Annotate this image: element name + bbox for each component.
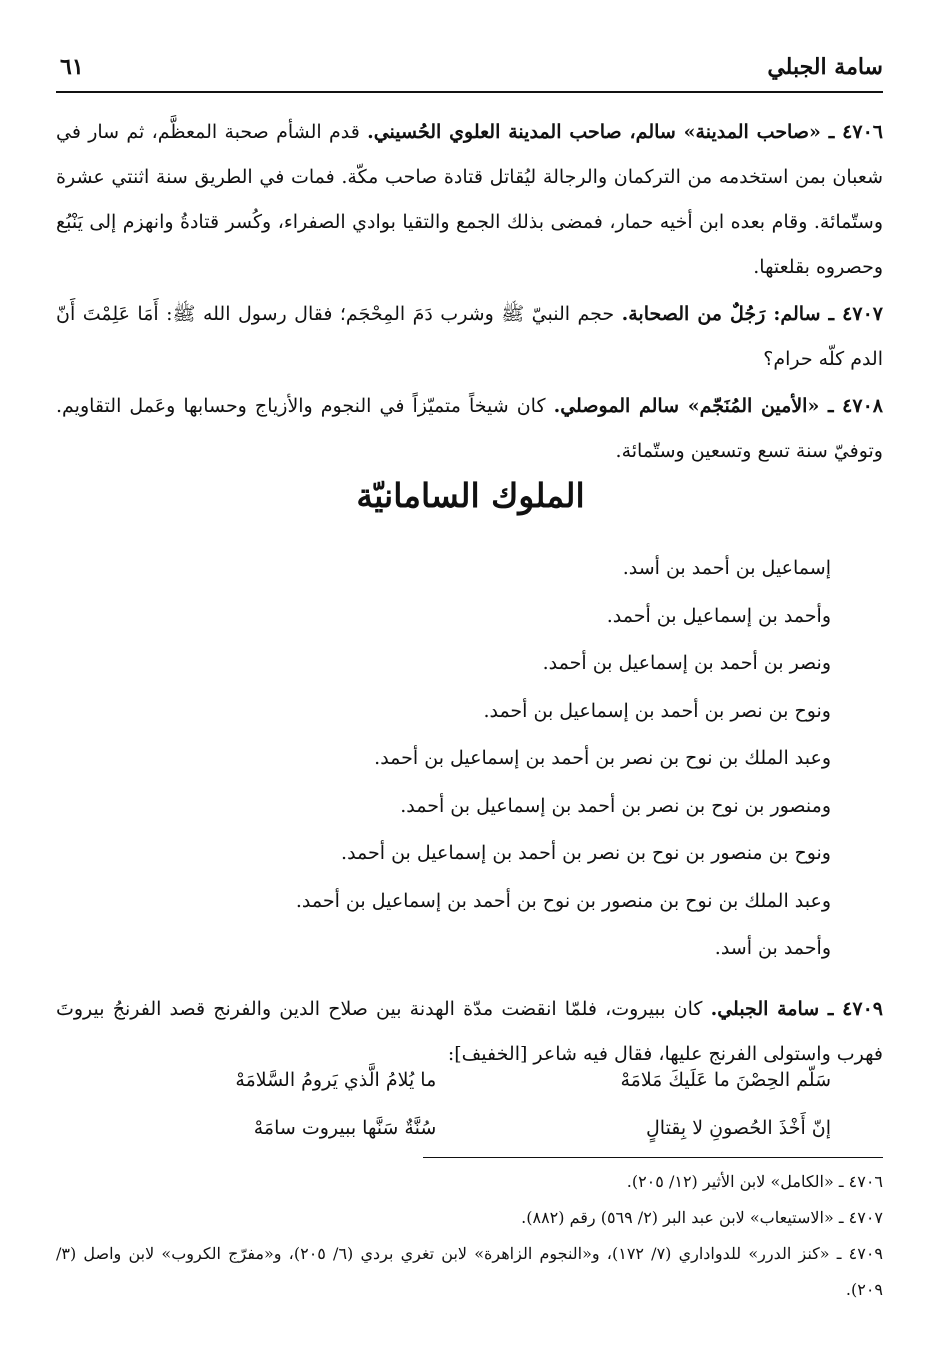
entry-text: حجم النبيّ ﷺ وشرب دَمَ المِحْجَم؛ فقال رسول الله ﷺ: أَمَا عَلِمْتَ أَنّ الدم كلّه حرام؟	[56, 303, 883, 370]
verse-first-hemistich: إنّ أَخْذَ الحُصونِ لا بِقتالٍ	[645, 1117, 831, 1139]
entry-text: كان ببيروت، فلمّا انقضت مدّة الهدنة بين صلاح الدين والفرنج قصد الفرنجُ بيروتَ فهرب واستولى الفرنج عليها، فقال فيه شاعر [الخفيف]:	[56, 998, 883, 1065]
footnote: ٤٧٠٩ ـ «كنز الدرر» للدواداري (٧/ ١٧٢)، و«النجوم الزاهرة» لابن تغري بردي (٦/ ٢٠٥)، و«مفرّج الكروب» لابن واصل (٣/ ٢٠٩).	[56, 1244, 883, 1299]
running-header	[56, 52, 883, 88]
entry-heading: ٤٧٠٩ ـ سامة الجبلي.	[710, 998, 883, 1020]
poem	[100, 1056, 831, 1152]
footnotes	[56, 1164, 883, 1308]
lineage-item: ونصر بن أحمد بن إسماعيل بن أحمد.	[542, 652, 831, 674]
poem-verse	[100, 1104, 831, 1152]
entries-block	[56, 110, 883, 476]
lineage-item: وعبد الملك بن نوح بن نصر بن أحمد بن إسماعيل بن أحمد.	[374, 747, 831, 769]
entry-4706	[56, 110, 883, 290]
lineage-list	[56, 545, 831, 973]
entry-4707	[56, 292, 883, 382]
poem-verse	[100, 1056, 831, 1104]
footnote-divider	[423, 1157, 883, 1158]
footnote: ٤٧٠٧ ـ «الاستيعاب» لابن عبد البر (٢/ ٥٦٩) رقم (٨٨٢).	[521, 1208, 883, 1227]
header-divider	[56, 91, 883, 93]
entry-4708	[56, 384, 883, 474]
entry-text: كان شيخاً متميّزاً في النجوم والأزياج وحسابها وعَمل التقاويم. وتوفيّ سنة تسع وتسعين وستّمائة.	[56, 395, 883, 462]
lineage-item: وعبد الملك بن نوح بن منصور بن نوح بن أحمد بن إسماعيل بن أحمد.	[295, 889, 831, 912]
lineage-item: وأحمد بن إسماعيل بن أحمد.	[606, 604, 831, 627]
lineage-item: ونوح بن منصور بن نوح بن نصر بن أحمد بن إسماعيل بن أحمد.	[341, 842, 831, 864]
verse-second-hemistich: سُنَّةٌ سَنَّها ببيروت سامَهْ	[253, 1117, 437, 1139]
verse-second-hemistich: ما يُلامُ الَّذي يَرومُ السَّلامَهْ	[235, 1069, 437, 1091]
footnote: ٤٧٠٦ ـ «الكامل» لابن الأثير (١٢/ ٢٠٥).	[626, 1172, 883, 1191]
lineage-item: إسماعيل بن أحمد بن أسد.	[622, 557, 831, 579]
entry-heading: ٤٧٠٨ ـ «الأمين المُنَجّم» سالم الموصلي.	[553, 395, 883, 417]
lineage-item: ونوح بن نصر بن أحمد بن إسماعيل بن أحمد.	[483, 699, 831, 722]
running-title: سامة الجبلي	[767, 54, 883, 80]
entry-heading: ٤٧٠٦ ـ «صاحب المدينة» سالم، صاحب المدينة العلوي الحُسيني.	[367, 121, 883, 143]
lineage-item: وأحمد بن أسد.	[714, 937, 831, 959]
verse-first-hemistich: سَلّم الحِصْنَ ما عَلَيكَ مَلامَهْ	[620, 1069, 831, 1091]
lineage-item: ومنصور بن نوح بن نصر بن أحمد بن إسماعيل بن أحمد.	[400, 794, 831, 817]
entry-text: قدم الشأم صحبة المعظَّم، ثم سار في شعبان بمن استخدمه من التركمان والرجالة ليُقاتل قتادة صاحب مكّة. فمات في الطريق سنة اثنتي عشرة وستّمائة. وقام بعده ابن أخيه حمار، فمضى بذلك الجمع والتقيا بوادي الصفراء، وكُسر قتادةُ وانهزم إلى يَنْبُع وحصروه بقلعتها.	[56, 121, 883, 278]
page-number: ٦١	[60, 54, 84, 80]
section-title: الملوك السامانيّة	[356, 476, 585, 515]
entry-heading: ٤٧٠٧ ـ سالم: رَجُلٌ من الصحابة.	[621, 303, 883, 325]
